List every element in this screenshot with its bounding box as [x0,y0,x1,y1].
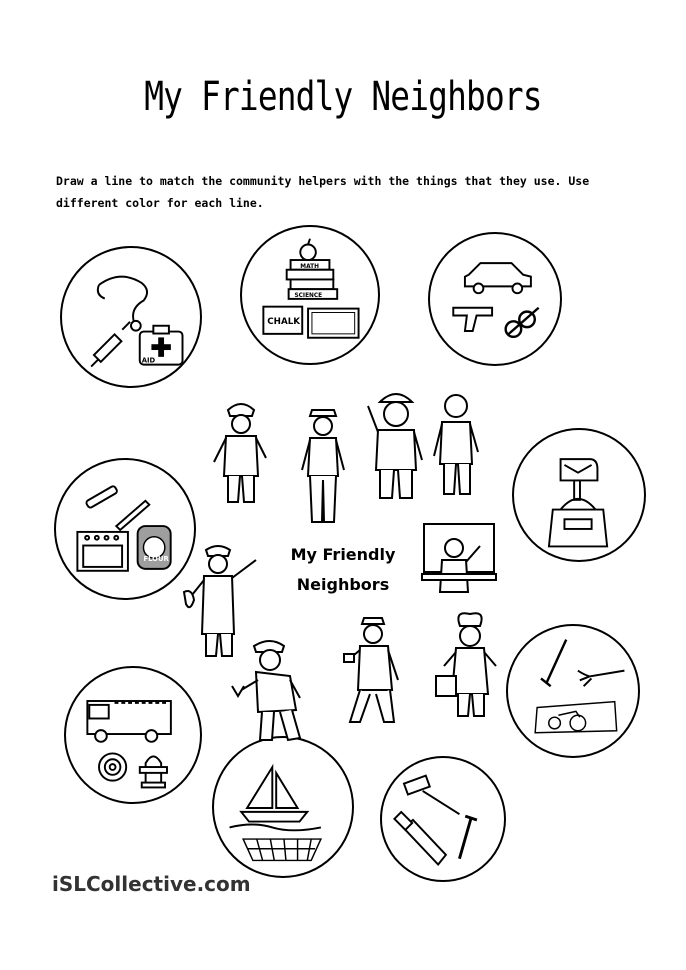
aid-label: AID [141,356,156,365]
farmer-figure [226,636,318,746]
fire-truck-icon [87,701,171,742]
chef-tools-drawing [56,460,194,598]
flour-bag-icon [138,526,171,569]
instructions [56,170,616,214]
teacher-tools-drawing [242,227,378,363]
tractor-field-icon [535,702,616,733]
circle-builder-tools [380,756,506,882]
circle-chef-tools [54,458,196,600]
stethoscope-icon [98,277,147,331]
saw-icon [394,812,446,864]
circle-teacher-tools [240,225,380,365]
circle-mail-tools [512,428,646,562]
circle-firefighter-tools [64,666,202,804]
mail-carrier-figure [342,610,408,728]
mail-tools-drawing [514,430,644,560]
rolling-pin-icon [85,485,118,508]
math-label: MATH [300,263,319,270]
oven-icon [77,532,128,571]
center-title-line-1: My Friendly [290,545,396,564]
flour-label: FLOUR [143,555,169,564]
hoe-icon [541,640,566,687]
police-tools-drawing [430,234,560,364]
worksheet-title: My Friendly Neighbors [144,74,542,120]
hammer-icon [404,776,460,814]
rake-icon [578,671,625,687]
revolver-icon [453,308,492,331]
sailboat-icon [230,767,321,830]
fire-hydrant-icon [140,756,167,787]
fisherman-tools-drawing [214,738,352,876]
center-title [268,540,418,600]
chalk-label: CHALK [267,317,301,328]
chef-figure [434,606,506,722]
builder-figure [364,386,428,506]
mailbox-icon [561,459,598,500]
doctor-tools-drawing [62,248,200,386]
watermark-footer: iSLCollective.com [52,872,251,896]
nail-icon [459,816,476,859]
handcuffs-icon [506,308,539,337]
police-officer-figure [296,400,350,530]
police-car-icon [465,263,531,293]
firefighter-figure [208,396,274,512]
chalkboard-icon [308,309,359,338]
firefighter-tools-drawing [66,668,200,802]
science-label: SCIENCE [294,292,323,299]
circle-fisherman-tools [212,736,354,878]
fishing-net-icon [243,839,321,860]
circle-farmer-tools [506,624,640,758]
chalk-box-icon [263,307,302,334]
farmer-tools-drawing [508,626,638,756]
mail-bag-icon [549,499,607,547]
center-title-line-2: Neighbors [296,575,390,594]
apple-icon [300,239,316,260]
builder-tools-drawing [382,758,504,880]
instructions-line-2: different color for each line. [56,196,264,210]
syringe-icon [91,322,130,367]
hose-reel-icon [99,753,126,780]
teacher-at-board-figure [418,520,500,596]
circle-doctor-tools [60,246,202,388]
circle-police-tools [428,232,562,366]
instructions-line-1: Draw a line to match the community helpers with the things that they use. Use [56,174,590,188]
teacher-figure [430,386,486,502]
